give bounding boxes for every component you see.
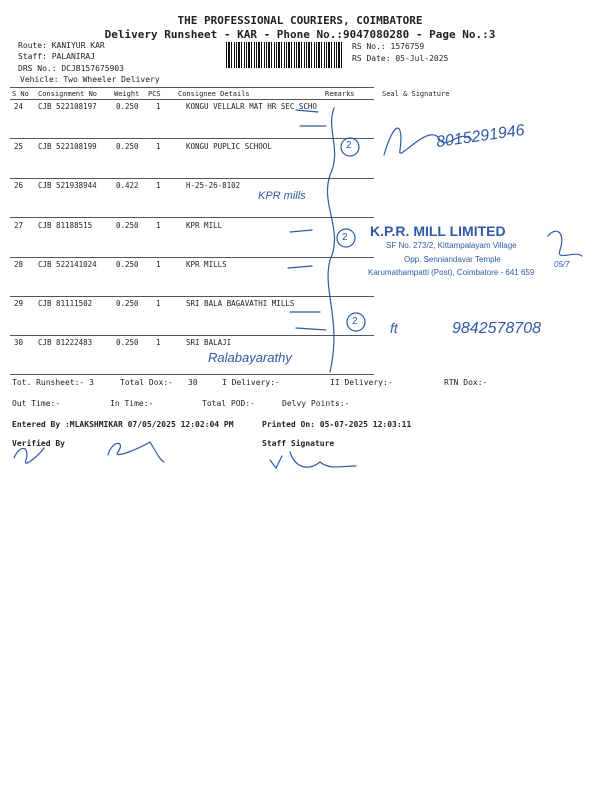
ii-delivery: II Delivery:- bbox=[330, 378, 393, 387]
staff: Staff: PALANIRAJ bbox=[18, 52, 96, 61]
handwritten-ft: ft bbox=[390, 320, 398, 336]
tick-mark bbox=[296, 110, 318, 112]
row-consignee: KPR MILLS bbox=[186, 260, 227, 269]
row-weight: 0.250 bbox=[116, 102, 139, 111]
row-sno: 25 bbox=[14, 142, 24, 151]
out-time: Out Time:- bbox=[12, 399, 61, 408]
verified-signature-2 bbox=[108, 442, 164, 462]
rtn-dox: RTN Dox:- bbox=[444, 378, 488, 387]
verified-by: Verified By bbox=[12, 439, 65, 448]
circled-digit: 2 bbox=[346, 140, 352, 151]
row-consignment: CJB 81111502 bbox=[38, 299, 93, 308]
col-sno: S No bbox=[12, 90, 29, 98]
total-dox-value: 30 bbox=[188, 378, 198, 387]
staff-signature-scribble bbox=[270, 452, 356, 468]
row-consignment: CJB 522108199 bbox=[38, 142, 97, 151]
company-title: THE PROFESSIONAL COURIERS, COIMBATORE bbox=[177, 14, 423, 27]
rs-date: RS Date: 05-Jul-2025 bbox=[352, 54, 449, 63]
row-weight: 0.250 bbox=[116, 338, 139, 347]
row-weight: 0.250 bbox=[116, 260, 139, 269]
row-weight: 0.250 bbox=[116, 221, 139, 230]
row-weight: 0.250 bbox=[116, 142, 139, 151]
col-consignment: Consignment No bbox=[38, 90, 98, 98]
row-consignee: KONGU VELLALR MAT HR SEC SCHO bbox=[186, 102, 317, 111]
row-sno: 28 bbox=[14, 260, 24, 269]
row-sno: 27 bbox=[14, 221, 24, 230]
delvy-points: Delvy Points:- bbox=[282, 399, 350, 408]
total-pod: Total POD:- bbox=[202, 399, 255, 408]
stamp-line-2: Opp. Senniandavar Temple bbox=[404, 255, 501, 264]
row-pcs: 1 bbox=[156, 181, 161, 190]
tot-runsheet: Tot. Runsheet:- 3 bbox=[12, 378, 94, 387]
col-pcs: PCS bbox=[148, 90, 161, 98]
row-consignee: SRI BALA BAGAVATHI MILLS bbox=[186, 299, 295, 308]
col-weight: Weight bbox=[114, 90, 140, 98]
drs-number: DRS No.: DCJB157675903 bbox=[18, 64, 124, 73]
circled-digit: 2 bbox=[352, 316, 358, 327]
handwritten-ralabayarathy: Ralabayarathy bbox=[208, 350, 292, 365]
row-pcs: 1 bbox=[156, 338, 161, 347]
row-pcs: 1 bbox=[156, 102, 161, 111]
vehicle: Vehicle: Two Wheeler Delivery bbox=[20, 75, 160, 84]
stamp-line-1: SF No. 273/2, Kittampalayam Village bbox=[386, 241, 517, 250]
circled-digit: 2 bbox=[342, 232, 348, 243]
row-consignment: CJB 522108197 bbox=[38, 102, 97, 111]
row-pcs: 1 bbox=[156, 221, 161, 230]
row-consignee: KONGU PUPLIC SCHOOL bbox=[186, 142, 272, 151]
stamp-line-3: Karumathampatti (Post), Coimbatore - 641 659 bbox=[368, 268, 535, 277]
row-consignee: KPR MILL bbox=[186, 221, 223, 230]
in-time: In Time:- bbox=[110, 399, 154, 408]
row-consignee: H-25-26-8102 bbox=[186, 181, 241, 190]
row-sno: 30 bbox=[14, 338, 24, 347]
remarks-bracket bbox=[327, 108, 334, 372]
col-remarks: Remarks bbox=[325, 90, 355, 98]
row-sno: 24 bbox=[14, 102, 24, 111]
row-pcs: 1 bbox=[156, 260, 161, 269]
handwritten-kpr: KPR mills bbox=[258, 190, 306, 202]
row-sno: 29 bbox=[14, 299, 24, 308]
staff-signature-label: Staff Signature bbox=[262, 439, 335, 448]
tick-mark bbox=[288, 266, 312, 268]
tick-mark bbox=[296, 328, 326, 330]
rs-number: RS No.: 1576759 bbox=[352, 42, 425, 51]
col-seal: Seal & Signature bbox=[382, 90, 450, 98]
row-weight: 0.422 bbox=[116, 181, 139, 190]
col-consignee: Consignee Details bbox=[178, 90, 250, 98]
i-delivery: I Delivery:- bbox=[222, 378, 280, 387]
row-consignee: SRI BALAJI bbox=[186, 338, 232, 347]
row-pcs: 1 bbox=[156, 299, 161, 308]
row-consignment: CJB 522141024 bbox=[38, 260, 97, 269]
row-pcs: 1 bbox=[156, 142, 161, 151]
total-dox-label: Total Dox:- bbox=[120, 378, 173, 387]
printed-on: Printed On: 05-07-2025 12:03:11 bbox=[262, 420, 412, 429]
runsheet-title: Delivery Runsheet - KAR - Phone No.:9047080280 - Page No.:3 bbox=[104, 28, 496, 41]
row-consignment: CJB 81222483 bbox=[38, 338, 93, 347]
tick-mark bbox=[290, 230, 312, 232]
entered-by: Entered By :MLAKSHMIKAR 07/05/2025 12:02:04 PM bbox=[12, 420, 234, 429]
route: Route: KANIYUR KAR bbox=[18, 41, 105, 50]
row-sno: 26 bbox=[14, 181, 24, 190]
row-consignment: CJB 81188515 bbox=[38, 221, 93, 230]
handwritten-phone-2: 9842578708 bbox=[452, 320, 541, 337]
handwritten-date: 05/7 bbox=[554, 260, 570, 269]
row-consignment: CJB 521938944 bbox=[38, 181, 97, 190]
row-weight: 0.250 bbox=[116, 299, 139, 308]
stamp-signature bbox=[548, 231, 582, 256]
verified-signature bbox=[14, 448, 44, 463]
handwritten-phone-1: 8015291946 bbox=[435, 121, 526, 152]
stamp-company-name: K.P.R. MILL LIMITED bbox=[370, 223, 506, 239]
